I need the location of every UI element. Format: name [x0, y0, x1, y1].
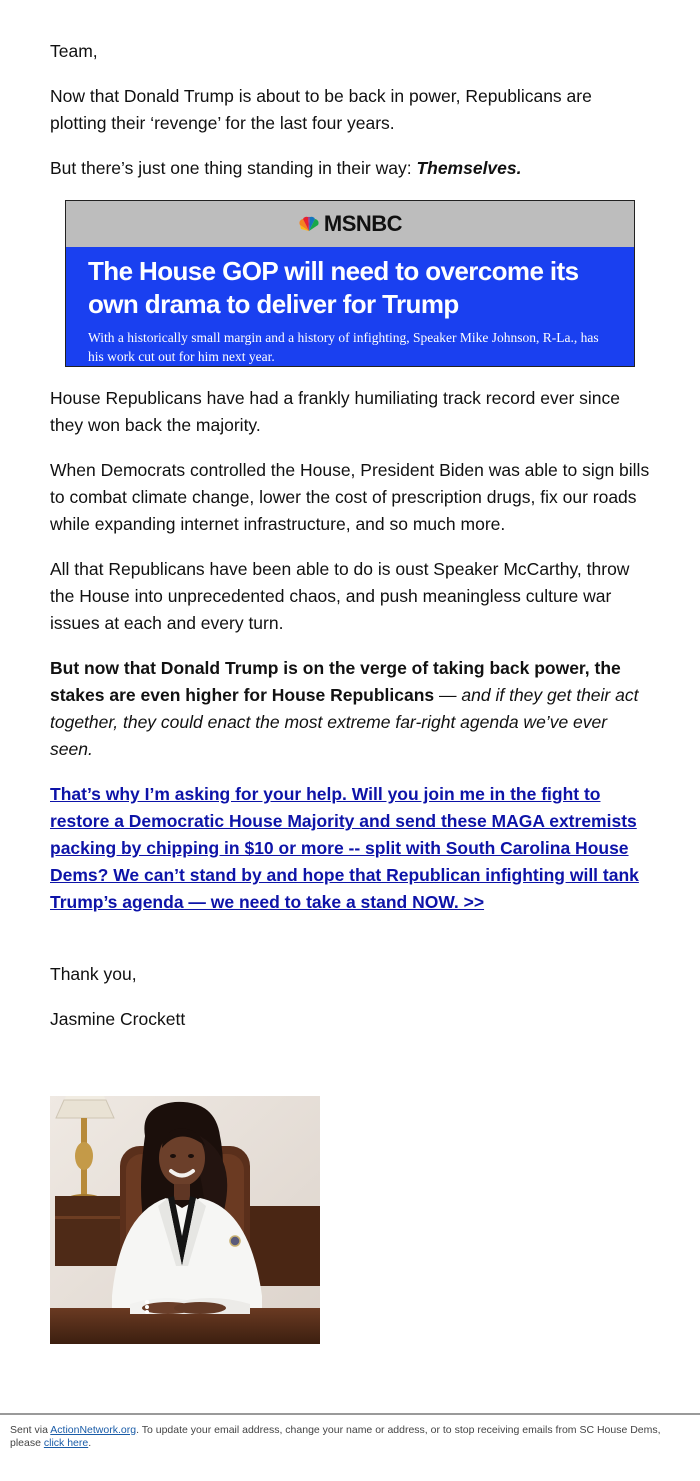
signoff: Thank you, — [50, 964, 137, 984]
signature: Jasmine Crockett — [50, 1009, 186, 1029]
msnbc-logo — [298, 211, 402, 237]
portrait-illustration — [50, 1096, 320, 1344]
greeting: Team, — [50, 41, 98, 61]
footer-suffix: . — [88, 1437, 92, 1449]
paragraph-2 — [50, 155, 522, 182]
paragraph-6-bold: But now that Donald Trump is on the verge of taking back power, the stakes are even higher for House Republicans — [50, 658, 621, 705]
paragraph-3: House Republicans have had a frankly humiliating track record ever since they won back the majority. — [50, 388, 621, 435]
footer-prefix: Sent via — [10, 1424, 51, 1436]
footer-text — [10, 1424, 680, 1450]
footer-divider — [0, 1413, 700, 1415]
msnbc-article-banner — [65, 200, 635, 367]
paragraph-6 — [50, 655, 650, 763]
paragraph-5: All that Republicans have been able to do is oust Speaker McCarthy, throw the House into unprecedented chaos, and push meaningless culture war issues at each and every turn. — [50, 559, 630, 633]
banner-top-bar — [66, 201, 634, 247]
cta-paragraph — [50, 781, 650, 916]
banner-subhead: With a historically small margin and a history of infighting, Speaker Mike Johnson, R-La., has his work cut out for him next year. — [88, 330, 599, 364]
paragraph-4: When Democrats controlled the House, President Biden was able to sign bills to combat climate change, lower the cost of prescription drugs, fix our roads while expanding internet infrastructure, and so much more. — [50, 460, 650, 534]
paragraph-6-dash: — — [434, 685, 462, 705]
donate-cta-link[interactable]: That’s why I’m asking for your help. Will you join me in the fight to restore a Democratic House Majority and send these MAGA extremists packing by chipping in $10 or more -- split with South Carolina House Dems? We can’t stand by and hope that Republican infighting will tank Trump’s agenda — we need to take a stand NOW. >> — [50, 784, 639, 912]
banner-brand: MSNBC — [323, 211, 403, 236]
banner-body — [66, 247, 634, 366]
banner-headline: The House GOP will need to overcome its own drama to deliver for Trump — [88, 256, 579, 319]
peacock-icon — [298, 216, 320, 232]
actionnetwork-link[interactable]: ActionNetwork.org — [50, 1424, 137, 1436]
paragraph-2-emphasis: Themselves. — [416, 158, 522, 178]
paragraph-6-italic: and if they get their act together, they could enact the most extreme far-right agenda we’ve ever seen. — [50, 685, 639, 759]
unsubscribe-click-here-link[interactable]: click here — [43, 1437, 89, 1449]
footer-middle: . To update your email address, change your name or address, or to stop receiving emails from SC House Dems, please — [10, 1424, 661, 1449]
signer-portrait-photo — [50, 1096, 320, 1344]
paragraph-2-text: But there’s just one thing standing in their way: — [50, 158, 417, 178]
paragraph-1: Now that Donald Trump is about to be back in power, Republicans are plotting their ‘revenge’ for the last four years. — [50, 86, 592, 133]
